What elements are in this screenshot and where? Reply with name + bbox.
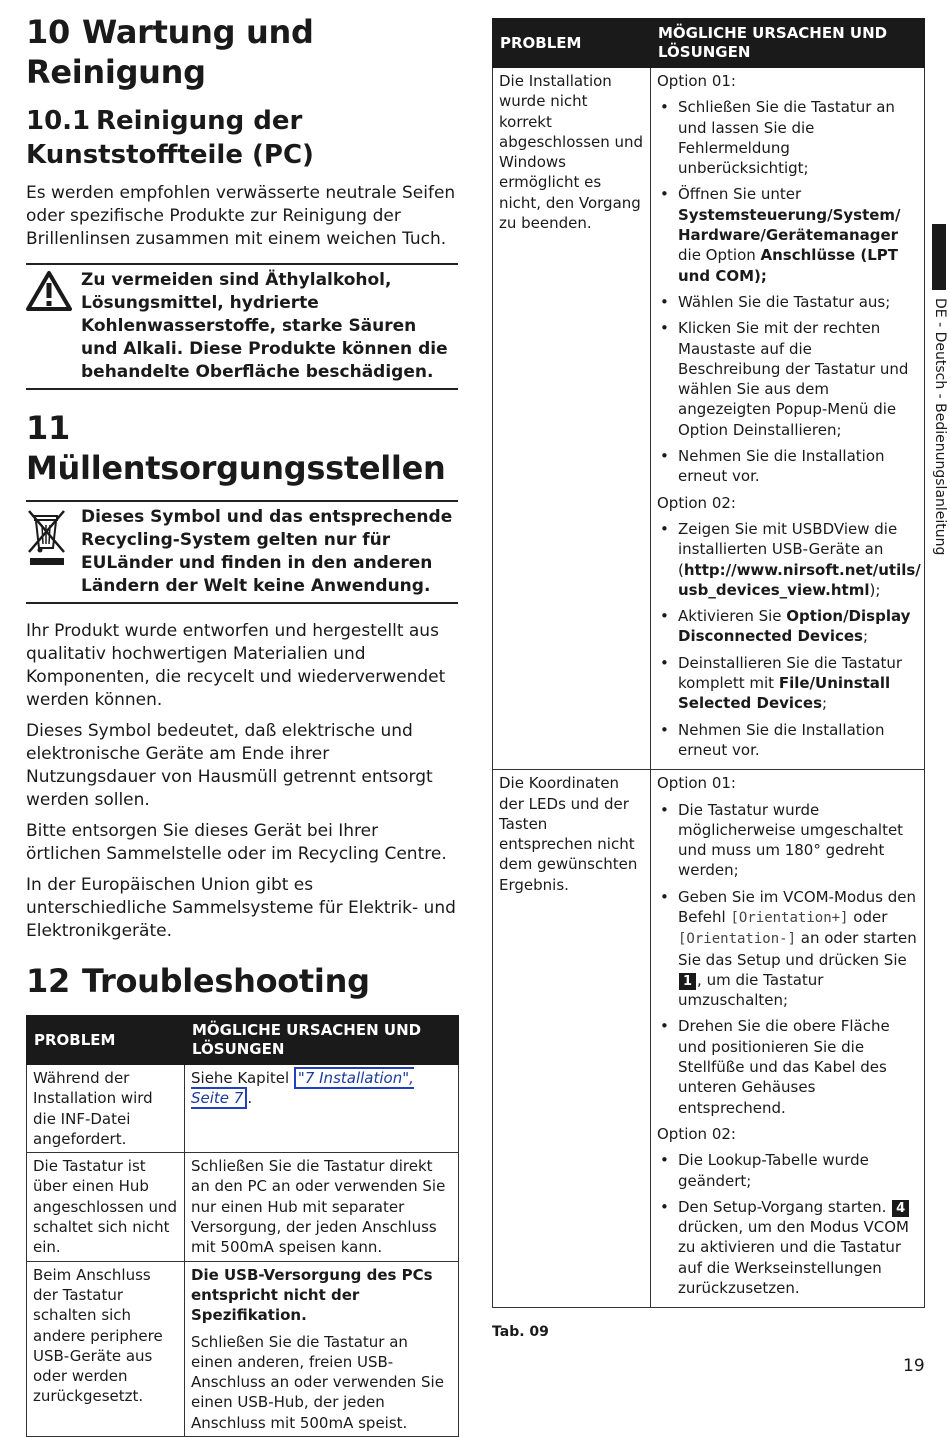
option-1-list (657, 800, 918, 1118)
list-item: • Die Tastatur wurde möglicherweise umgeschaltet und muss um 180° gedreht werden; (657, 800, 918, 881)
list-item: • Deinstallieren Sie die Tastatur komplett mit File/Uninstall Selected Devices; (657, 653, 918, 714)
warning-triangle-icon (26, 269, 81, 315)
section-12-heading: 12 Troubleshooting (26, 962, 370, 1000)
warning-text: Zu vermeiden sind Äthylalkohol, Lösungsmittel, hydrierte Kohlenwasserstoffe, starke Säuren und Alkali. Diese Produkte können die behandelte Oberfläche beschädigen. (81, 270, 448, 382)
column-header-solutions: MÖGLICHE URSACHEN UND LÖSUNGEN (185, 1016, 459, 1065)
table-row (27, 1065, 459, 1153)
section-10-1-heading: 10.1 Reinigung der Kunststoffteile (PC) (26, 106, 314, 170)
column-header-problem: PROBLEM (27, 1016, 185, 1065)
solution-cell: Die USB-Versorgung des PCs entspricht nicht der Spezifikation. Schließen Sie die Tastatur an einen anderen, freien USB-Anschluss an oder verwenden Sie einen USB-Hub, der jeden Anschluss mit 500mA speist. (185, 1261, 459, 1436)
installation-link[interactable]: "7 Installation", Seite 7 (191, 1069, 414, 1108)
page-number: 19 (903, 1356, 925, 1376)
right-column (492, 18, 924, 1340)
table-header-row (27, 1016, 459, 1065)
recycling-notice (26, 500, 458, 604)
list-item: • Zeigen Sie mit USBDView die installierten USB-Geräte an (http://www.nirsoft.net/utils/ usb_devices_view.html); (657, 519, 918, 600)
option-1-list (657, 97, 918, 486)
section-11-heading: 11Müllentsorgungsstellen (26, 409, 446, 487)
list-item: • Aktivieren Sie Option/Display Disconnected Devices; (657, 606, 918, 647)
column-header-solutions: MÖGLICHE URSACHEN UND LÖSUNGEN (651, 19, 925, 68)
side-language-tab (932, 224, 946, 290)
problem-cell: Die Tastatur ist über einen Hub angeschlossen und schaltet sich nicht ein. (27, 1153, 185, 1261)
crossed-out-bin-icon (26, 506, 81, 574)
table-row (493, 770, 925, 1308)
list-item: • Geben Sie im VCOM-Modus den Befehl [Orientation+] oder [Orientation-] an oder starten Sie das Setup und drücken Sie 1 , um die Tastatur umzuschalten; (657, 887, 918, 1011)
solution-cell: Option 01: • Schließen Sie die Tastatur an und lassen Sie die Fehlermeldung unberücksichtigt; • Öffnen Sie unter Systemsteuerung/System/ Hardware/Gerätemanager die Option Anschlüsse (LPT und COM); • Wählen Sie die Tastatur aus; • Klicken Sie mit der rechten Maustaste auf die Beschreibung der Tastatur und wählen Sie aus dem angezeigten Popup-Menü die Option Deinstallieren; • Nehmen Sie die Installation erneut vor. Option 02: • Zeigen Sie mit USBDView die installierten USB-Geräte an (http://www.nirsoft.net/utils/ usb_devices_view.html); • Aktivieren Sie Option/Display Disconnected Devices; • Deinstallieren Sie die Tastatur komplett mit File/Uninstall Selected Devices; • Nehmen Sie die Installation erneut vor. (651, 68, 925, 770)
list-item: • Drehen Sie die obere Fläche und positionieren Sie die Stellfüße und das Kabel des unteren Gehäuses entsprechend. (657, 1016, 918, 1117)
table-header-row (493, 19, 925, 68)
disposal-paragraph-2: Dieses Symbol bedeutet, daß elektrische und elektronische Geräte am Ende ihrer Nutzungsdauer von Hausmüll getrennt entsorgt werden sollen. (26, 721, 433, 810)
disposal-paragraph-3: Bitte entsorgen Sie dieses Gerät bei Ihrer örtlichen Sammelstelle oder im Recycling Centre. (26, 821, 447, 864)
table-caption: Tab. 09 (492, 1324, 549, 1341)
troubleshooting-table-part-2 (492, 18, 925, 1308)
solution-cell: Option 01: • Die Tastatur wurde möglicherweise umgeschaltet und muss um 180° gedreht werden; • Geben Sie im VCOM-Modus den Befehl [Orientation+] oder [Orientation-] an oder starten Sie das Setup und drücken Sie 1 , um die Tastatur umzuschalten; • Drehen Sie die obere Fläche und positionieren Sie die Stellfüße und das Kabel des unteren Gehäuses entsprechend. Option 02: • Die Lookup-Tabelle wurde geändert; • Den Setup-Vorgang starten. 4 drücken, um den Modus VCOM zu aktivieren und die Tastatur auf die Werkseinstellungen zurückzusetzen. (651, 770, 925, 1308)
list-item: • Den Setup-Vorgang starten. 4 drücken, um den Modus VCOM zu aktivieren und die Tastatur auf die Werkseinstellungen zurückzusetzen. (657, 1197, 918, 1298)
column-header-problem: PROBLEM (493, 19, 651, 68)
problem-cell: Die Koordinaten der LEDs und der Tasten entsprechen nicht dem gewünschten Ergebnis. (493, 770, 651, 1308)
list-item: • Nehmen Sie die Installation erneut vor. (657, 720, 918, 761)
list-item: • Schließen Sie die Tastatur an und lassen Sie die Fehlermeldung unberücksichtigt; (657, 97, 918, 178)
problem-cell: Die Installation wurde nicht korrekt abgeschlossen und Windows ermöglicht es nicht, den Vorgang zu beenden. (493, 68, 651, 770)
solution-cell: Siehe Kapitel "7 Installation", Seite 7 . (185, 1065, 459, 1153)
option-2-list (657, 1150, 918, 1298)
problem-cell: Beim Anschluss der Tastatur schalten sich andere periphere USB-Geräte aus oder werden zurückgesetzt. (27, 1261, 185, 1436)
key-1-badge: 1 (679, 973, 696, 990)
side-language-label: DE - Deutsch - Bedienungslanleitung (932, 298, 948, 556)
solution-cell: Schließen Sie die Tastatur direkt an den PC an oder verwenden Sie nur einen Hub mit separater Versorgung, der jeden Anschluss mit 500mA speisen kann. (185, 1153, 459, 1261)
table-row (27, 1261, 459, 1436)
key-4-badge: 4 (892, 1200, 909, 1217)
disposal-paragraph-1: Ihr Produkt wurde entworfen und hergestellt aus qualitativ hochwertigen Materialien und Komponenten, die recycelt und wiederverwendet werden können. (26, 621, 446, 710)
list-item: • Die Lookup-Tabelle wurde geändert; (657, 1150, 918, 1191)
left-column (26, 12, 458, 1437)
disposal-paragraph-4: In der Europäischen Union gibt es unterschiedliche Sammelsysteme für Elektrik- und Elektronikgeräte. (26, 875, 456, 941)
problem-cell: Während der Installation wird die INF-Datei angefordert. (27, 1065, 185, 1153)
warning-notice (26, 263, 458, 390)
table-row (493, 68, 925, 770)
cleaning-paragraph: Es werden empfohlen verwässerte neutrale Seifen oder spezifische Produkte zur Reinigung der Brillenlinsen zusammen mit einem weichen Tuch. (26, 183, 456, 249)
list-item: • Öffnen Sie unter Systemsteuerung/System/ Hardware/Gerätemanager die Option Anschlüsse (LPT und COM); (657, 184, 918, 285)
list-item: • Nehmen Sie die Installation erneut vor. (657, 446, 918, 487)
list-item: • Klicken Sie mit der rechten Maustaste auf die Beschreibung der Tastatur und wählen Sie aus dem angezeigten Popup-Menü die Option Deinstallieren; (657, 318, 918, 440)
section-10-heading: 10 Wartung und Reinigung (26, 13, 314, 91)
table-row (27, 1153, 459, 1261)
recycling-text: Dieses Symbol und das entsprechende Recycling-System gelten nur für EULänder und finden in den anderen Ländern der Welt keine Anwendung. (81, 507, 453, 596)
list-item: • Wählen Sie die Tastatur aus; (657, 292, 918, 312)
option-2-list (657, 519, 921, 760)
